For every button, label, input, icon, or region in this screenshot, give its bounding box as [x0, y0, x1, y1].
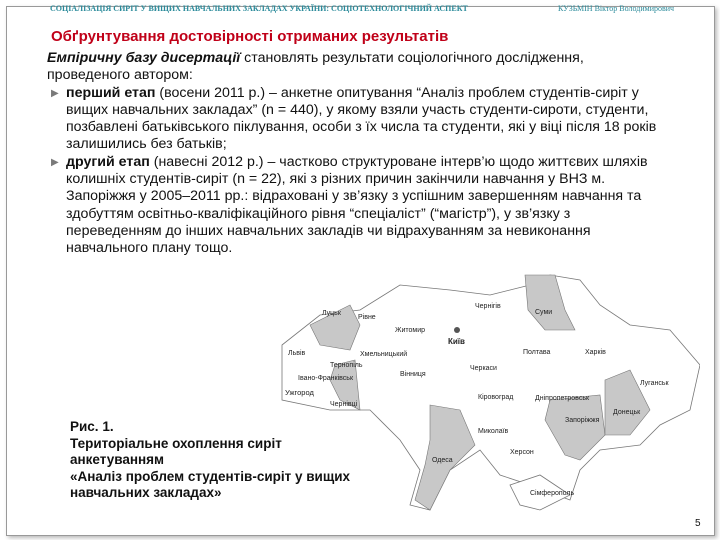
bullet-bold: перший етап: [66, 84, 156, 101]
label-khmelnytskyi: Хмельницький: [360, 351, 408, 358]
caption-line: «Аналіз проблем студентів-сиріт у вищих навчальних закладах»: [70, 468, 351, 500]
header-title: СОЦІАЛІЗАЦІЯ СИРІТ У ВИЩИХ НАВЧАЛЬНИХ ЗАКЛАДАХ УКРАЇНИ: СОЦІОТЕХНОЛОГІЧНИЙ АСПЕКТ: [50, 4, 468, 13]
label-odesa: Одеса: [432, 457, 453, 464]
bullet-item: [47, 85, 667, 154]
label-kherson: Херсон: [510, 449, 534, 456]
bullet-arrow-icon: ▶: [51, 156, 59, 168]
label-simferopol: Сімферополь: [530, 490, 575, 497]
kyiv-marker: [454, 327, 460, 333]
label-donetsk: Донецьк: [613, 409, 641, 416]
label-rivne: Рівне: [358, 314, 376, 321]
label-zaporizhzhia: Запоріжжя: [565, 417, 600, 424]
label-uzhhorod: Ужгород: [285, 388, 314, 397]
slide-body: [47, 50, 667, 258]
intro-text: становлять результати соціологічного дослідження, проведеного автором:: [47, 50, 584, 84]
bullet-arrow-icon: ▶: [51, 87, 59, 99]
slide-title: Обґрунтування достовірності отриманих результатів: [51, 28, 449, 45]
label-lutsk: Луцьк: [322, 310, 341, 317]
caption-number: Рис. 1.: [70, 419, 114, 434]
label-kyiv: Київ: [448, 337, 465, 346]
label-poltava: Полтава: [523, 349, 551, 356]
label-kirovohrad: Кіровоград: [478, 394, 514, 401]
bullet-bold: другий етап: [66, 153, 150, 170]
label-mykolaiv: Миколаїв: [478, 428, 509, 435]
intro-paragraph: [47, 50, 667, 85]
label-luhansk: Луганськ: [640, 380, 669, 387]
intro-bold: Емпіричну базу дисертації: [47, 50, 241, 66]
label-kharkiv: Харків: [585, 349, 606, 356]
bullet-text: (навесні 2012 р.) – частково структуроване інтерв’ю щодо життєвих шляхів колишніх студентів-сиріт (n = 22), які з різних причин закінчили навчання у ВНЗ м. Запоріжжя у 2005–2011 рр.: відраховані у зв’язку з успішним завершенням навчання та здобуттям освітньо-кваліфікаційного рівня “спеціаліст” (“магістр”), у зв’язку з переведенням до інших навчальних закладів чи відрахуванням за невиконання навчального плану тощо.: [66, 153, 648, 257]
label-ternopil: Тернопіль: [330, 362, 363, 369]
figure-caption: [70, 419, 360, 502]
page-number: 5: [695, 518, 701, 529]
caption-line: Територіальне охоплення сиріт анкетуванням: [70, 435, 282, 467]
label-zhytomyr: Житомир: [395, 327, 426, 334]
label-chernivtsi: Чернівці: [330, 401, 358, 408]
label-lviv: Львів: [288, 350, 306, 357]
bullet-item: [47, 154, 667, 258]
label-sumy: Суми: [535, 309, 553, 316]
label-chernihiv: Чернігів: [475, 303, 501, 310]
bullet-text: (восени 2011 р.) – анкетне опитування “Аналіз проблем студентів-сиріт у вищих навчальних закладах” (n = 440), у якому взяли участь студенти-сироти, студенти, позбавлені батьківського піклування, особи з їх числа та студенти, які у віці після 18 років залишились без батьків;: [66, 84, 657, 153]
header-author: КУЗЬМІН Віктор Володимирович: [558, 4, 675, 13]
label-vinnytsia: Вінниця: [400, 371, 426, 378]
label-dnipropetrovsk: Дніпропетровськ: [535, 395, 590, 402]
label-ivano-frankivsk: Івано-Франківськ: [298, 375, 354, 382]
label-cherkasy: Черкаси: [470, 365, 497, 372]
